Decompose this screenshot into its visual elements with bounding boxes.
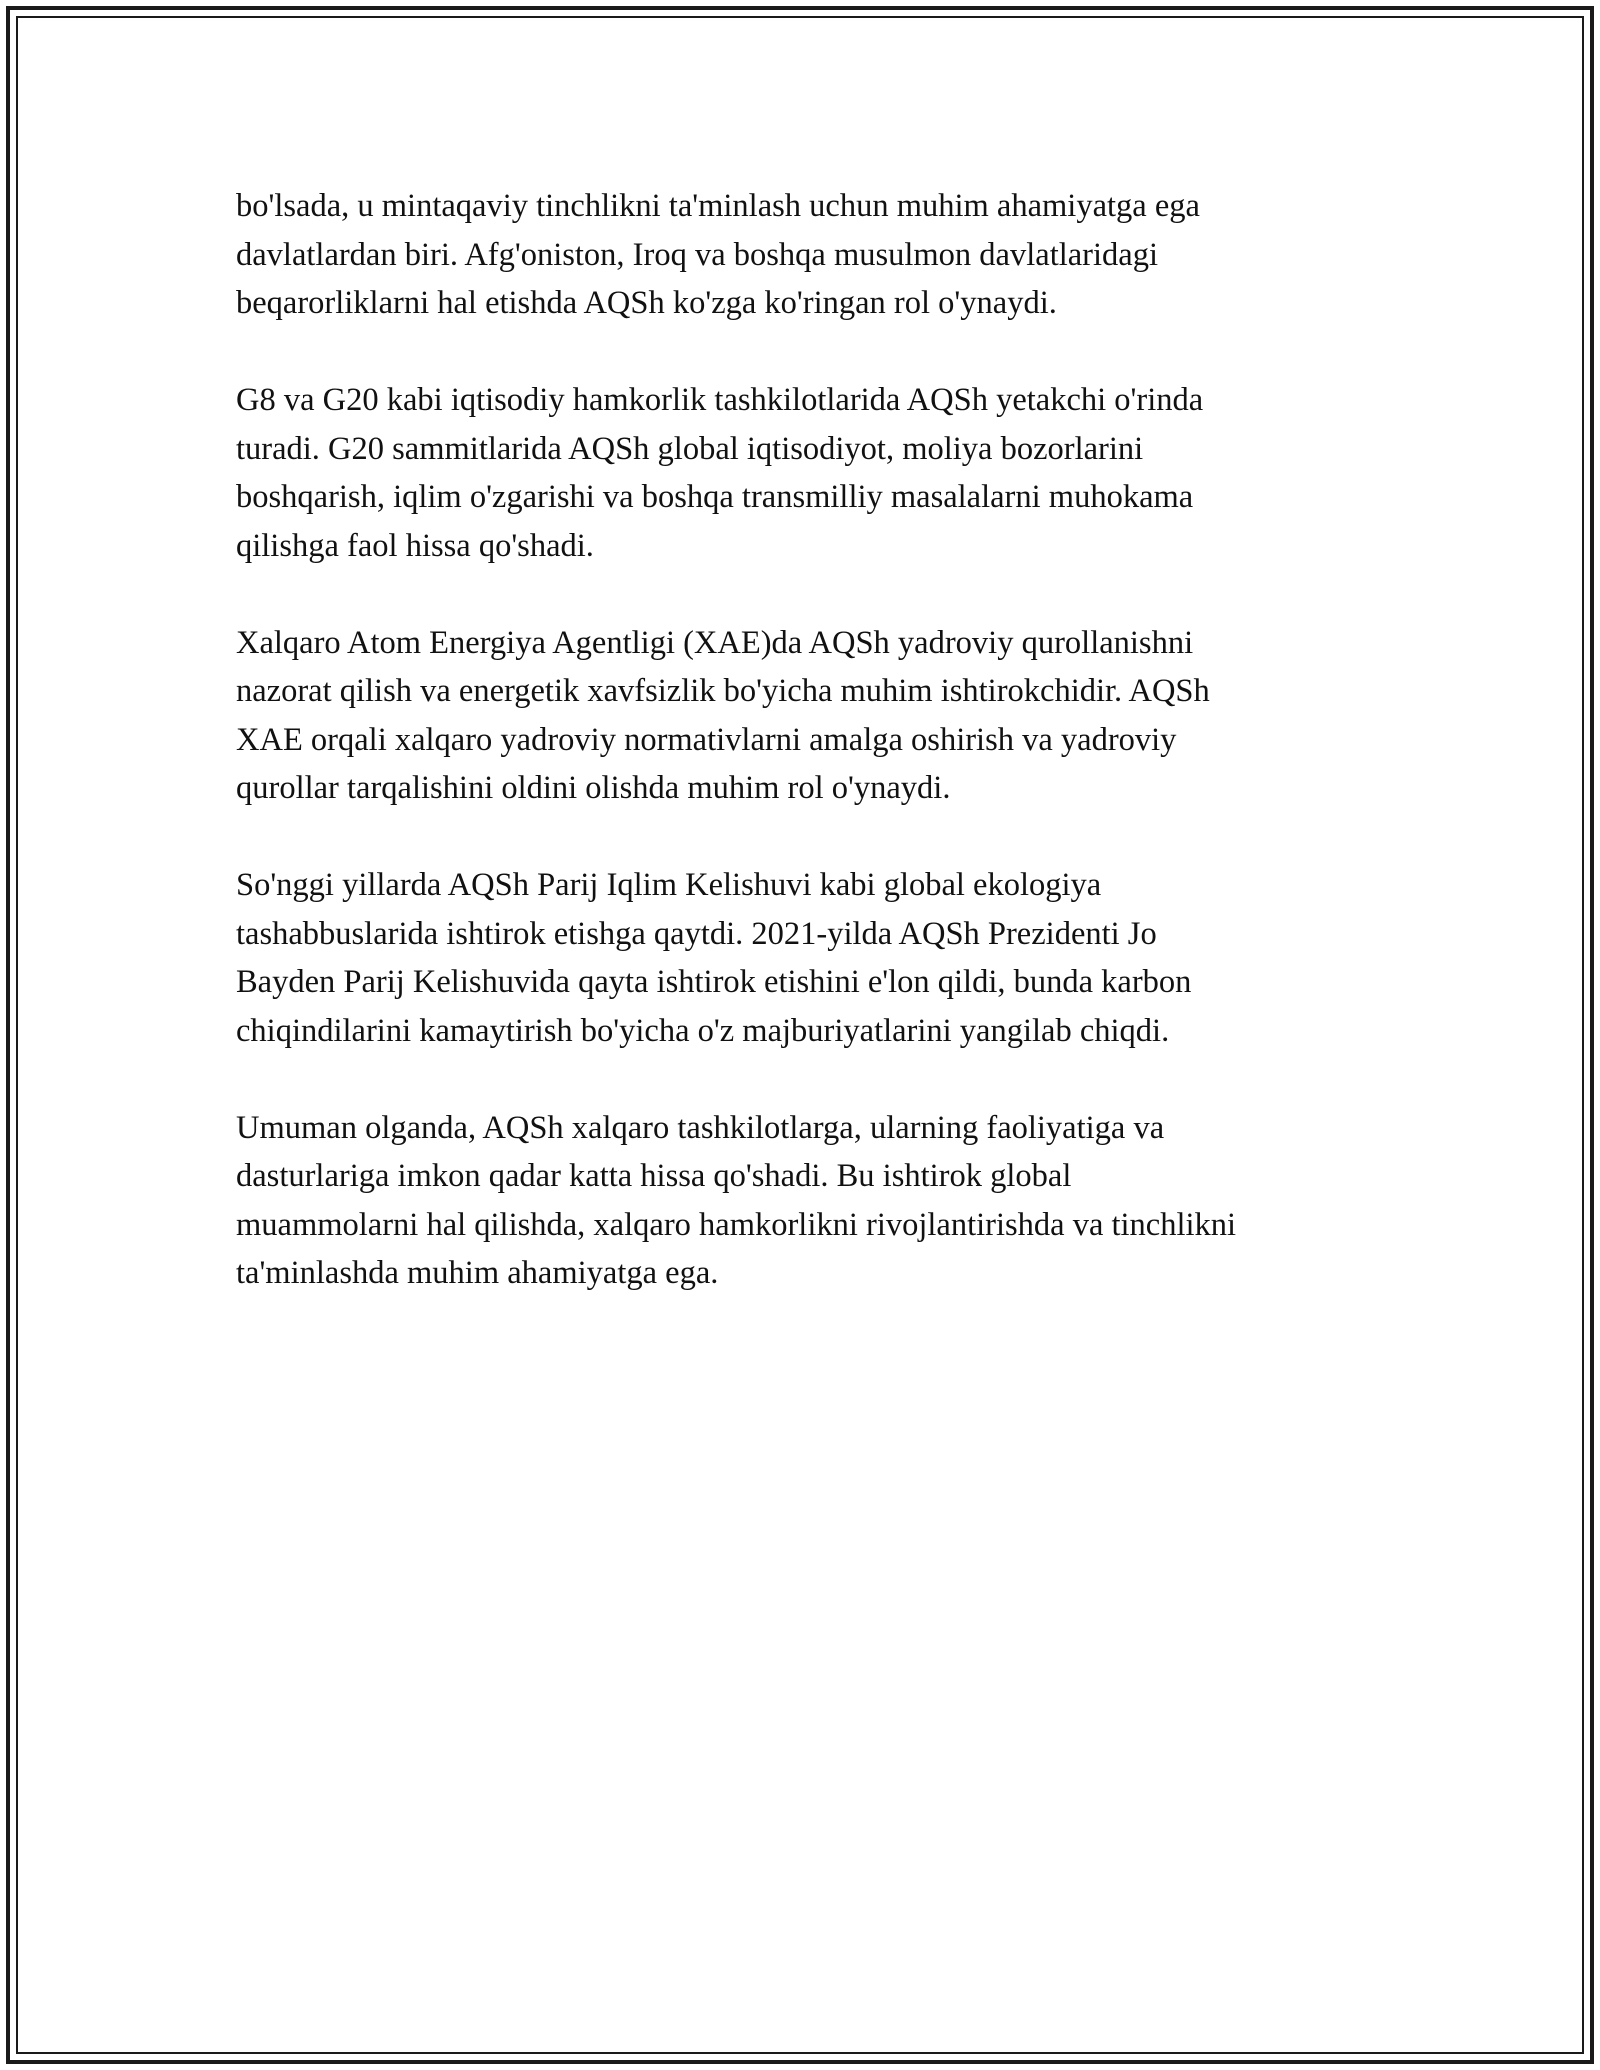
paragraph-3: Xalqaro Atom Energiya Agentligi (XAE)da AQSh yadroviy qurollanishni nazorat qilish va energetik xavfsizlik bo'yicha muhim ishtirokchidir. AQSh XAE orqali xalqaro yadroviy normativlarni amalga oshirish va yadroviy qurollar tarqalishini oldini olishda muhim rol o'ynaydi. [236,624,1210,806]
paragraph-1: bo'lsada, u mintaqaviy tinchlikni ta'minlash uchun muhim ahamiyatga ega davlatlardan biri. Afg'oniston, Iroq va boshqa musulmon davlatlaridagi beqarorliklarni hal etishda AQSh ko'zga ko'ringan rol o'ynaydi. [236,188,1200,321]
paragraph-5: Umuman olganda, AQSh xalqaro tashkilotlarga, ularning faoliyatiga va dasturlariga imkon qadar katta hissa qo'shadi. Bu ishtirok global muammolarni hal qilishda, xalqaro hamkorlikni rivojlantirishda va tinchlikni ta'minlashda muhim ahamiyatga ega. [236,1109,1237,1291]
paragraph-2: G8 va G20 kabi iqtisodiy hamkorlik tashkilotlarida AQSh yetakchi o'rinda turadi. G20 sammitlarida AQSh global iqtisodiyot, moliya bozorlarini boshqarish, iqlim o'zgarishi va boshqa transmilliy masalalarni muhokama qilishga faol hissa qo'shadi. [236,382,1204,564]
document-body [236,182,1386,1346]
paragraph-4: So'nggi yillarda AQSh Parij Iqlim Kelishuvi kabi global ekologiya tashabbuslarida ishtirok etishga qaytdi. 2021-yilda AQSh Prezidenti Jo Bayden Parij Kelishuvida qayta ishtirok etishini e'lon qildi, bunda karbon chiqindilarini kamaytirish bo'yicha o'z majburiyatlarini yangilab chiqdi. [236,867,1192,1049]
